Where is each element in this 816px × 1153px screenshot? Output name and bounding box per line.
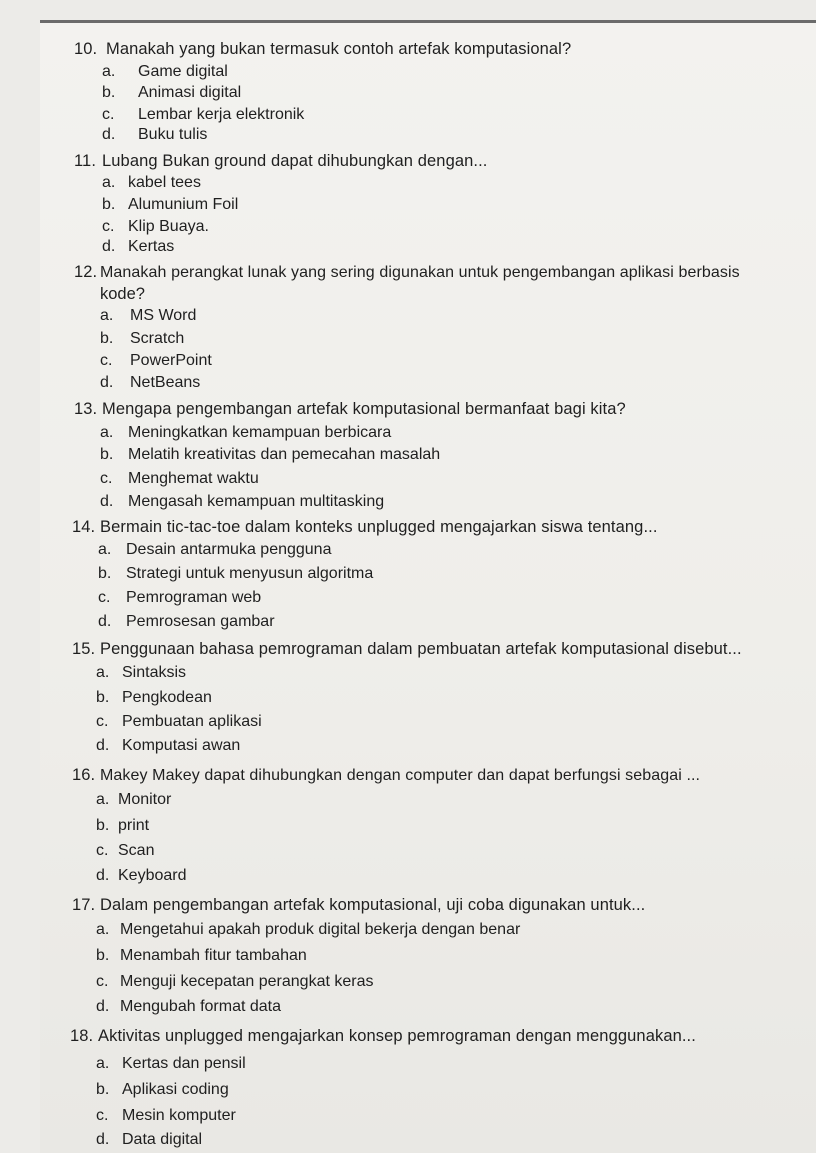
option-letter: d. [100, 493, 114, 510]
option-text: Desain antarmuka pengguna [126, 541, 332, 558]
option-letter: a. [96, 664, 110, 681]
option-17b[interactable] [96, 947, 307, 965]
option-text: Data digital [122, 1131, 203, 1148]
question-number: 18. [70, 1027, 94, 1045]
option-letter: c. [96, 1107, 109, 1124]
option-letter: d. [102, 238, 116, 255]
option-letter: b. [96, 1081, 110, 1098]
option-text: Kertas dan pensil [122, 1055, 246, 1072]
option-12a[interactable] [100, 307, 196, 325]
option-text: Kertas [128, 238, 175, 255]
question-14 [72, 518, 658, 537]
option-letter: b. [100, 446, 114, 463]
option-15b[interactable] [96, 689, 212, 707]
option-letter: a. [96, 791, 110, 808]
option-letter: d. [100, 374, 114, 391]
option-text: Pembuatan aplikasi [122, 713, 262, 730]
question-number: 17. [72, 896, 96, 914]
option-11b[interactable] [102, 196, 238, 214]
option-letter: b. [96, 947, 110, 964]
option-letter: a. [100, 424, 114, 441]
option-letter: b. [100, 330, 114, 347]
option-letter: c. [96, 713, 109, 730]
option-12d[interactable] [100, 374, 200, 392]
option-text: Mengubah format data [120, 998, 281, 1015]
option-17d[interactable] [96, 998, 281, 1016]
option-letter: b. [98, 565, 112, 582]
option-text: Melatih kreativitas dan pemecahan masalah [128, 446, 441, 463]
option-11c[interactable] [102, 218, 209, 236]
option-text: PowerPoint [130, 352, 212, 369]
option-text: Scan [118, 842, 155, 859]
option-text: Mengetahui apakah produk digital bekerja dengan benar [120, 921, 521, 938]
option-13b[interactable] [100, 446, 440, 464]
option-18a[interactable] [96, 1055, 246, 1073]
question-text: Bermain tic-tac-toe dalam konteks unplugged mengajarkan siswa tentang... [100, 518, 658, 536]
option-letter: c. [98, 589, 111, 606]
question-text: Dalam pengembangan artefak komputasional, uji coba digunakan untuk... [100, 896, 646, 914]
option-16b[interactable] [96, 817, 149, 835]
question-12-continued: kode? [100, 285, 145, 303]
option-letter: b. [102, 196, 116, 213]
option-text: Alumunium Foil [128, 196, 239, 213]
option-text: Animasi digital [138, 84, 242, 101]
option-text: Sintaksis [122, 664, 187, 681]
question-number: 16. [72, 766, 96, 784]
option-letter: d. [96, 1131, 110, 1148]
option-letter: c. [96, 842, 109, 859]
option-letter: c. [100, 470, 113, 487]
question-number: 14. [72, 518, 96, 536]
option-text: Game digital [138, 63, 228, 80]
option-text: Menambah fitur tambahan [120, 947, 307, 964]
option-letter: c. [102, 106, 115, 123]
option-text: Menghemat waktu [128, 470, 259, 487]
question-15 [72, 640, 742, 659]
option-letter: c. [100, 352, 113, 369]
option-15c[interactable] [96, 713, 262, 731]
option-13d[interactable] [100, 493, 384, 511]
question-text: Manakah perangkat lunak yang sering digunakan untuk pengembangan aplikasi berbasis [100, 264, 740, 281]
option-14c[interactable] [98, 589, 261, 607]
option-letter: a. [102, 63, 116, 80]
option-15a[interactable] [96, 664, 186, 682]
option-text: Lembar kerja elektronik [138, 106, 305, 123]
question-text: Penggunaan bahasa pemrograman dalam pembuatan artefak komputasional disebut... [100, 640, 742, 658]
option-letter: a. [102, 174, 116, 191]
option-10a[interactable] [102, 63, 228, 81]
option-letter: c. [102, 218, 115, 235]
option-letter: d. [96, 867, 110, 884]
option-letter: d. [96, 737, 110, 754]
option-text: Scratch [130, 330, 185, 347]
option-letter: b. [96, 689, 110, 706]
option-text: Menguji kecepatan perangkat keras [120, 973, 374, 990]
option-text: Pengkodean [122, 689, 212, 706]
question-text: Mengapa pengembangan artefak komputasional bermanfaat bagi kita? [102, 400, 626, 418]
option-16c[interactable] [96, 842, 154, 860]
question-13 [74, 400, 626, 419]
question-16 [72, 766, 700, 785]
question-number: 15. [72, 640, 96, 658]
option-letter: a. [100, 307, 114, 324]
option-12c[interactable] [100, 352, 212, 370]
option-13c[interactable] [100, 470, 259, 488]
option-11d[interactable] [102, 238, 174, 256]
option-18b[interactable] [96, 1081, 229, 1099]
option-letter: d. [98, 613, 112, 630]
option-text: Pemrosesan gambar [126, 613, 275, 630]
option-letter: a. [96, 921, 110, 938]
option-text: Strategi untuk menyusun algoritma [126, 565, 374, 582]
question-text: Manakah yang bukan termasuk contoh artefak komputasional? [106, 40, 572, 58]
option-text: Pemrograman web [126, 589, 262, 606]
option-12b[interactable] [100, 330, 184, 348]
question-12 [74, 263, 740, 282]
option-text: kabel tees [128, 174, 201, 191]
option-18d[interactable] [96, 1131, 202, 1149]
option-letter: d. [102, 126, 116, 143]
option-11a[interactable] [102, 174, 201, 192]
option-text: Aplikasi coding [122, 1081, 229, 1098]
question-text: Makey Makey dapat dihubungkan dengan computer dan dapat berfungsi sebagai ... [100, 767, 701, 784]
option-text: Klip Buaya. [128, 218, 209, 235]
option-letter: a. [98, 541, 112, 558]
option-10d[interactable] [102, 126, 207, 144]
option-text: print [118, 817, 150, 834]
option-13a[interactable] [100, 424, 391, 442]
top-edge-line [40, 20, 816, 23]
option-14a[interactable] [98, 541, 331, 559]
question-number: 10. [74, 40, 98, 58]
question-text: Lubang Bukan ground dapat dihubungkan dengan... [102, 152, 488, 170]
option-15d[interactable] [96, 737, 240, 755]
option-10c[interactable] [102, 106, 304, 124]
option-text: Keyboard [118, 867, 187, 884]
option-text: Monitor [118, 791, 172, 808]
option-10b[interactable] [102, 84, 241, 102]
option-16a[interactable] [96, 791, 171, 809]
option-14d[interactable] [98, 613, 275, 631]
option-text: MS Word [130, 307, 197, 324]
question-number: 13. [74, 400, 98, 418]
option-text: NetBeans [130, 374, 201, 391]
option-text: Mengasah kemampuan multitasking [128, 493, 385, 510]
option-text: Komputasi awan [122, 737, 241, 754]
option-17c[interactable] [96, 973, 374, 991]
question-18 [70, 1027, 696, 1046]
question-11 [74, 152, 487, 171]
option-18c[interactable] [96, 1107, 236, 1125]
option-letter: a. [96, 1055, 110, 1072]
option-text: Meningkatkan kemampuan berbicara [128, 424, 392, 441]
question-text: Aktivitas unplugged mengajarkan konsep pemrograman dengan menggunakan... [98, 1027, 696, 1045]
option-letter: b. [96, 817, 110, 834]
question-10 [74, 40, 571, 59]
question-number: 11. [74, 152, 97, 170]
option-letter: b. [102, 84, 116, 101]
option-letter: d. [96, 998, 110, 1015]
question-17 [72, 896, 645, 915]
option-16d[interactable] [96, 867, 187, 885]
option-text: Buku tulis [138, 126, 208, 143]
option-text: Mesin komputer [122, 1107, 236, 1124]
option-letter: c. [96, 973, 109, 990]
option-14b[interactable] [98, 565, 373, 583]
question-number: 12. [74, 263, 98, 281]
option-17a[interactable] [96, 921, 520, 939]
